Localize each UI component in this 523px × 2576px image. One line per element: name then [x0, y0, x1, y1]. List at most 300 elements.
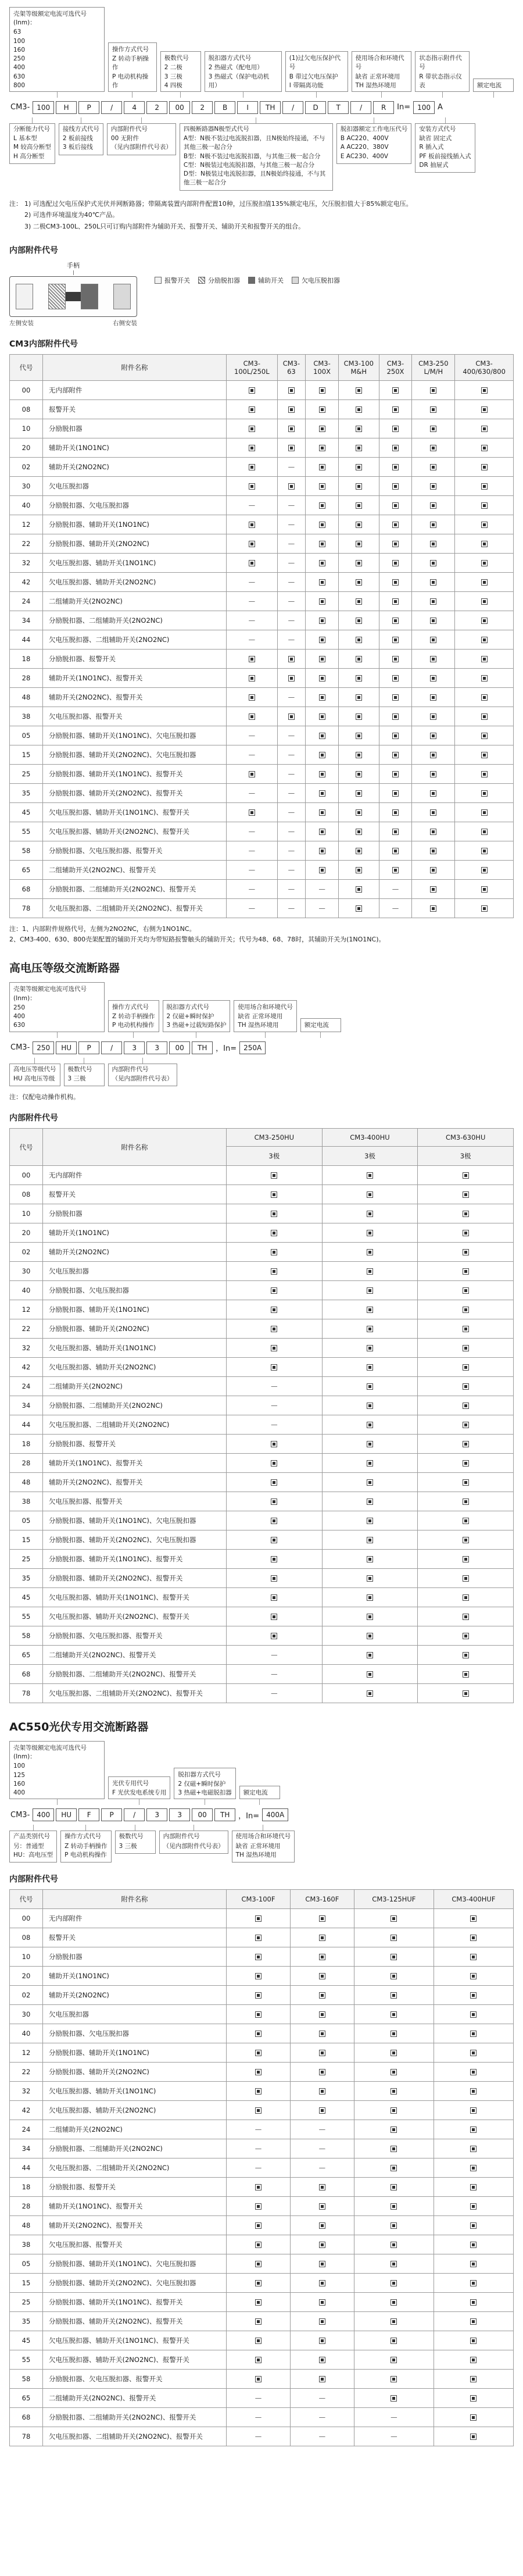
accessory-code: 15	[10, 1530, 43, 1550]
availability-mark-icon	[367, 1518, 373, 1524]
availability-mark-icon	[430, 637, 436, 643]
availability-mark-icon	[463, 1633, 469, 1639]
availability-cell: —	[227, 496, 278, 515]
accessory-code: 20	[10, 1966, 43, 1985]
availability-cell	[379, 592, 412, 611]
table3-heading: 内部附件代号	[9, 1874, 58, 1884]
accessory-name: 分励脱扣器、欠电压脱扣器、报警开关	[43, 1626, 227, 1646]
availability-cell	[322, 1415, 418, 1435]
annotation-item: 630	[13, 1022, 26, 1029]
availability-cell	[412, 803, 455, 822]
annotation-item: 160	[13, 46, 26, 53]
accessory-name: 欠电压脱扣器、辅助开关(1NO1NC)	[43, 2081, 227, 2100]
availability-mark-icon	[481, 406, 488, 413]
model-code-box: /	[101, 101, 122, 114]
model-code-box: R	[373, 101, 394, 114]
availability-cell	[277, 438, 305, 458]
cm3-bottom-annotation-box	[59, 123, 103, 155]
accessory-name: 分励脱扣器、辅助开关(1NO1NC)	[43, 515, 227, 534]
availability-cell	[322, 1377, 418, 1396]
availability-mark-icon	[288, 387, 295, 394]
availability-cell	[455, 765, 514, 784]
table-row	[10, 2043, 514, 2062]
availability-mark-icon	[470, 2280, 477, 2286]
availability-cell	[339, 458, 379, 477]
availability-cell	[227, 765, 278, 784]
availability-mark-icon	[356, 733, 362, 739]
accessory-name: 分励脱扣器、欠电压脱扣器	[43, 496, 227, 515]
col-header-product: CM3-100F	[227, 1889, 291, 1908]
availability-cell	[354, 1928, 434, 1947]
accessory-code: 78	[10, 1684, 43, 1703]
availability-mark-icon	[356, 752, 362, 758]
availability-mark-icon	[319, 752, 325, 758]
availability-cell	[418, 1300, 514, 1319]
cm3-model-designation-section	[9, 7, 514, 191]
availability-mark-icon	[249, 406, 255, 413]
availability-cell	[434, 2024, 513, 2043]
availability-mark-icon	[271, 1307, 277, 1313]
availability-mark-icon	[470, 2395, 477, 2402]
availability-cell	[379, 381, 412, 400]
annotation-title: 操作方式代号	[112, 1003, 149, 1011]
availability-cell	[418, 1588, 514, 1607]
accessory-name: 欠电压脱扣器、辅助开关(2NO2NC)	[43, 1358, 227, 1377]
availability-cell	[306, 861, 339, 880]
availability-cell	[227, 1185, 323, 1204]
pv-model-designation-section	[9, 1741, 514, 1863]
availability-mark-icon	[463, 1383, 469, 1390]
availability-cell	[322, 1569, 418, 1588]
accessory-name: 分励脱扣器、辅助开关(2NO2NC)	[43, 2062, 227, 2081]
availability-mark-icon	[392, 829, 399, 835]
accessory-legend	[155, 261, 340, 285]
availability-mark-icon	[392, 733, 399, 739]
availability-mark-icon	[463, 1230, 469, 1236]
availability-cell	[455, 515, 514, 534]
annotation-item: H 高分断型	[13, 152, 45, 160]
accessory-code: 48	[10, 688, 43, 707]
availability-mark-icon	[392, 387, 399, 394]
availability-mark-icon	[319, 2203, 325, 2210]
model-code-box: 00	[192, 1808, 213, 1821]
annotation-title: 额定电流	[477, 81, 501, 89]
availability-cell	[306, 573, 339, 592]
table-row	[10, 745, 514, 765]
availability-cell	[277, 419, 305, 438]
table-row	[10, 899, 514, 918]
table-row	[10, 1607, 514, 1626]
availability-mark-icon	[392, 713, 399, 720]
availability-mark-icon	[481, 713, 488, 720]
model-code-box: 3	[169, 1808, 190, 1821]
availability-mark-icon	[271, 1498, 277, 1505]
availability-mark-icon	[392, 464, 399, 470]
availability-mark-icon	[319, 618, 325, 624]
table-row	[10, 1985, 514, 2004]
availability-mark-icon	[391, 2107, 397, 2114]
accessory-code: 38	[10, 1492, 43, 1511]
table-row	[10, 2388, 514, 2407]
annotation-item: 2 热磁式（配电用）	[208, 64, 263, 72]
accessory-code: 44	[10, 630, 43, 650]
annotation-title: 操作方式代号	[65, 1833, 102, 1840]
availability-cell	[277, 381, 305, 400]
欠电压脱扣器-swatch-icon	[292, 277, 299, 284]
table-row	[10, 1223, 514, 1243]
accessory-code: 55	[10, 2350, 43, 2369]
accessory-name: 欠电压脱扣器、二组辅助开关(2NO2NC)	[43, 2158, 227, 2177]
availability-cell	[227, 1511, 323, 1530]
col-header-product: CM3-160F	[290, 1889, 354, 1908]
annotation-title: 高电压等级代号	[13, 1065, 56, 1073]
availability-mark-icon	[392, 483, 399, 490]
availability-mark-icon	[463, 1614, 469, 1620]
accessory-code: 30	[10, 2004, 43, 2024]
annotation-item: F 光伏发电系统专用	[112, 1789, 167, 1797]
table-row	[10, 1185, 514, 1204]
availability-cell	[322, 1684, 418, 1703]
availability-mark-icon	[367, 1422, 373, 1428]
cm3-top-annotation-box	[285, 51, 348, 92]
annotation-item: R 带状态指示仪表	[419, 73, 462, 89]
availability-cell	[306, 745, 339, 765]
availability-cell	[322, 1396, 418, 1415]
availability-mark-icon	[470, 2357, 477, 2363]
availability-cell	[227, 2254, 291, 2273]
availability-mark-icon	[391, 1954, 397, 1960]
accessory-code: 15	[10, 745, 43, 765]
availability-cell: —	[277, 899, 305, 918]
availability-cell	[434, 1947, 513, 1966]
table-row	[10, 1243, 514, 1262]
availability-cell	[412, 477, 455, 496]
availability-cell: —	[306, 880, 339, 899]
annotation-title: 脱扣器方式代号	[208, 55, 252, 62]
availability-cell	[290, 2350, 354, 2369]
availability-mark-icon	[356, 713, 362, 720]
model-code-box: 3	[146, 1041, 167, 1054]
availability-mark-icon	[430, 426, 436, 432]
accessory-name: 二组辅助开关(2NO2NC)	[43, 2120, 227, 2139]
availability-cell	[354, 2311, 434, 2331]
annotation-item: TH 湿热环境用	[238, 1022, 279, 1029]
availability-cell	[418, 1223, 514, 1243]
accessory-name: 欠电压脱扣器	[43, 1262, 227, 1281]
annotation-title: 壳架等级额定电流可选代号(Inm)：	[13, 10, 87, 27]
availability-cell	[412, 726, 455, 745]
accessory-code: 58	[10, 2369, 43, 2388]
rated-current-label: ，In=	[216, 1044, 237, 1054]
availability-cell	[354, 2004, 434, 2024]
hu-accessory-table	[9, 1128, 514, 1703]
availability-cell: —	[290, 2388, 354, 2407]
pv-bottom-annotations	[9, 1831, 514, 1863]
accessory-code: 02	[10, 458, 43, 477]
pv-top-annotation-box	[108, 1776, 170, 1799]
availability-mark-icon	[470, 2434, 477, 2440]
availability-mark-icon	[356, 886, 362, 893]
availability-mark-icon	[430, 790, 436, 797]
availability-cell	[306, 630, 339, 650]
availability-mark-icon	[391, 2127, 397, 2133]
availability-cell: —	[227, 1377, 323, 1396]
model-code-box: TH	[260, 101, 281, 114]
accessory-code: 20	[10, 438, 43, 458]
header-row	[10, 1129, 514, 1147]
table-row	[10, 1262, 514, 1281]
accessory-code: 08	[10, 400, 43, 419]
rated-current-label: ，In=	[238, 1811, 260, 1821]
table-row	[10, 2254, 514, 2273]
availability-mark-icon	[356, 867, 362, 873]
pv-top-annotation-box	[9, 1741, 105, 1799]
availability-cell	[322, 1646, 418, 1665]
availability-mark-icon	[356, 445, 362, 451]
accessory-name: 欠电压脱扣器、报警开关	[43, 1492, 227, 1511]
table-row	[10, 1454, 514, 1473]
availability-cell	[322, 1665, 418, 1684]
availability-cell	[290, 2292, 354, 2311]
accessory-code: 00	[10, 1908, 43, 1928]
availability-mark-icon	[391, 2031, 397, 2037]
availability-cell	[339, 400, 379, 419]
table-row	[10, 2081, 514, 2100]
availability-cell	[354, 2215, 434, 2235]
accessory-name: 分励脱扣器	[43, 1947, 227, 1966]
辅助开关-swatch-icon	[248, 277, 255, 284]
availability-cell: —	[227, 745, 278, 765]
availability-cell	[354, 2177, 434, 2196]
availability-cell	[434, 2100, 513, 2120]
model-code-box: P	[78, 101, 99, 114]
availability-cell	[227, 534, 278, 554]
hu-bottom-annotations	[9, 1064, 514, 1086]
cm3-top-annotation-box	[108, 42, 157, 92]
availability-cell	[354, 2081, 434, 2100]
accessory-name: 欠电压脱扣器、辅助开关(2NO2NC)、报警开关	[43, 1607, 227, 1626]
availability-mark-icon	[288, 656, 295, 662]
accessory-name: 欠电压脱扣器、报警开关	[43, 2235, 227, 2254]
availability-cell	[339, 534, 379, 554]
availability-mark-icon	[391, 2184, 397, 2190]
availability-cell	[455, 726, 514, 745]
rated-current-value: 100	[413, 101, 435, 114]
availability-cell	[412, 554, 455, 573]
table-row	[10, 1166, 514, 1185]
availability-mark-icon	[463, 1287, 469, 1294]
availability-mark-icon	[463, 1268, 469, 1275]
availability-cell	[339, 765, 379, 784]
availability-cell	[418, 1358, 514, 1377]
annotation-item: P 电动机构操作	[65, 1851, 107, 1858]
availability-mark-icon	[392, 694, 399, 701]
availability-mark-icon	[319, 579, 325, 586]
availability-cell	[412, 650, 455, 669]
availability-mark-icon	[319, 2318, 325, 2325]
availability-mark-icon	[319, 2107, 325, 2114]
table-row	[10, 1530, 514, 1550]
availability-mark-icon	[356, 560, 362, 566]
table-row	[10, 400, 514, 419]
table-row	[10, 1339, 514, 1358]
accessory-name: 分励脱扣器、辅助开关(1NO1NC)、报警开关	[43, 2292, 227, 2311]
availability-cell	[354, 2196, 434, 2215]
availability-mark-icon	[356, 406, 362, 413]
availability-mark-icon	[271, 1556, 277, 1562]
availability-mark-icon	[356, 905, 362, 912]
accessory-code: 35	[10, 784, 43, 803]
availability-mark-icon	[481, 522, 488, 528]
model-code-box: P	[101, 1808, 122, 1821]
availability-cell	[306, 841, 339, 861]
availability-cell	[227, 1569, 323, 1588]
annotation-title: 四极断路器N极型式代号	[183, 125, 249, 133]
accessory-code: 65	[10, 2388, 43, 2407]
availability-cell: —	[227, 1415, 323, 1435]
availability-cell	[354, 2235, 434, 2254]
availability-cell	[455, 496, 514, 515]
table-row	[10, 2196, 514, 2215]
accessory-name: 分励脱扣器、辅助开关(2NO2NC)	[43, 1319, 227, 1339]
availability-mark-icon	[470, 2146, 477, 2152]
availability-cell	[339, 554, 379, 573]
availability-cell: —	[290, 2139, 354, 2158]
availability-cell	[412, 669, 455, 688]
availability-cell	[434, 2215, 513, 2235]
availability-mark-icon	[319, 2050, 325, 2056]
availability-cell	[455, 803, 514, 822]
availability-cell	[227, 1966, 291, 1985]
availability-cell	[412, 880, 455, 899]
accessory-code: 05	[10, 726, 43, 745]
availability-cell	[434, 2427, 513, 2446]
table-row	[10, 1588, 514, 1607]
availability-cell	[306, 515, 339, 534]
availability-cell	[379, 841, 412, 861]
availability-cell	[322, 1435, 418, 1454]
availability-mark-icon	[319, 2242, 325, 2248]
availability-cell	[339, 592, 379, 611]
availability-mark-icon	[367, 1460, 373, 1467]
availability-cell	[379, 765, 412, 784]
availability-mark-icon	[481, 483, 488, 490]
availability-mark-icon	[391, 2318, 397, 2325]
availability-mark-icon	[391, 2203, 397, 2210]
annotation-item: 4 四极	[164, 81, 182, 89]
availability-cell	[306, 534, 339, 554]
table-row	[10, 2177, 514, 2196]
availability-cell	[418, 1377, 514, 1396]
availability-cell	[306, 765, 339, 784]
availability-cell	[354, 1985, 434, 2004]
hu-bottom-annotation-box	[64, 1064, 105, 1086]
col-header-code: 代号	[10, 1889, 43, 1908]
availability-mark-icon	[319, 675, 325, 682]
table-row	[10, 650, 514, 669]
availability-mark-icon	[392, 656, 399, 662]
availability-mark-icon	[356, 618, 362, 624]
accessory-code: 02	[10, 1243, 43, 1262]
availability-mark-icon	[249, 426, 255, 432]
availability-mark-icon	[391, 2222, 397, 2229]
annotation-item: （见内部附件代号表）	[163, 1842, 224, 1850]
availability-cell	[227, 2350, 291, 2369]
availability-mark-icon	[470, 1915, 477, 1922]
hu-model-designation-section	[9, 982, 514, 1086]
availability-mark-icon	[271, 1594, 277, 1601]
availability-mark-icon	[430, 656, 436, 662]
accessory-code: 00	[10, 381, 43, 400]
hu-section-heading: 高电压等级交流断路器	[9, 962, 120, 975]
col-subheader-poles: 3极	[418, 1147, 514, 1166]
availability-cell	[379, 419, 412, 438]
model-prefix: CM3-	[10, 1043, 30, 1052]
availability-mark-icon	[255, 2011, 262, 2018]
accessory-name: 辅助开关(1NO1NC)	[43, 1223, 227, 1243]
cm3-top-annotation-box	[473, 79, 514, 92]
availability-cell: —	[227, 861, 278, 880]
availability-mark-icon	[430, 560, 436, 566]
accessory-code: 68	[10, 880, 43, 899]
accessory-name: 报警开关	[43, 1185, 227, 1204]
availability-cell	[354, 2273, 434, 2292]
availability-cell	[322, 1319, 418, 1339]
availability-mark-icon	[481, 387, 488, 394]
availability-cell	[306, 381, 339, 400]
annotation-item: 400	[13, 64, 26, 72]
availability-cell	[379, 477, 412, 496]
table-row	[10, 477, 514, 496]
availability-mark-icon	[470, 2299, 477, 2306]
availability-mark-icon	[319, 713, 325, 720]
accessory-name: 分励脱扣器、报警开关	[43, 650, 227, 669]
model-code-box: F	[78, 1808, 99, 1821]
availability-mark-icon	[470, 2127, 477, 2133]
availability-cell: —	[354, 2407, 434, 2427]
分励脱扣器-slot	[48, 284, 66, 309]
availability-mark-icon	[319, 771, 325, 777]
cm3-accessory-table	[9, 354, 514, 918]
accessory-name: 欠电压脱扣器、辅助开关(1NO1NC)	[43, 1339, 227, 1358]
pv-top-annotations	[9, 1741, 514, 1799]
table-row	[10, 496, 514, 515]
accessory-name: 分励脱扣器、辅助开关(1NO1NC)	[43, 1300, 227, 1319]
model-prefix: CM3-	[10, 1810, 30, 1819]
availability-mark-icon	[255, 2031, 262, 2037]
availability-cell: —	[379, 880, 412, 899]
availability-cell	[227, 2273, 291, 2292]
annotation-item: 3 三极	[164, 73, 182, 80]
availability-cell	[455, 822, 514, 841]
accessory-code: 08	[10, 1928, 43, 1947]
availability-cell	[227, 1223, 323, 1243]
availability-mark-icon	[463, 1537, 469, 1543]
availability-cell	[412, 861, 455, 880]
annotation-item: HU 高电压等级	[13, 1075, 55, 1082]
availability-mark-icon	[392, 541, 399, 547]
availability-mark-icon	[470, 1992, 477, 1999]
availability-cell	[379, 554, 412, 573]
availability-cell: —	[227, 1684, 323, 1703]
availability-mark-icon	[356, 502, 362, 509]
availability-mark-icon	[319, 1915, 325, 1922]
availability-cell	[306, 496, 339, 515]
note-1: 1) 可选配过欠电压保护式光伏并网断路器；带隔离装置内部附件配置10种，过压脱扣值135%额定电压，欠压脱扣值大于85%额定电压。	[24, 199, 413, 208]
availability-mark-icon	[319, 2069, 325, 2075]
rated-current-value: 400A	[262, 1808, 288, 1821]
availability-mark-icon	[319, 598, 325, 605]
